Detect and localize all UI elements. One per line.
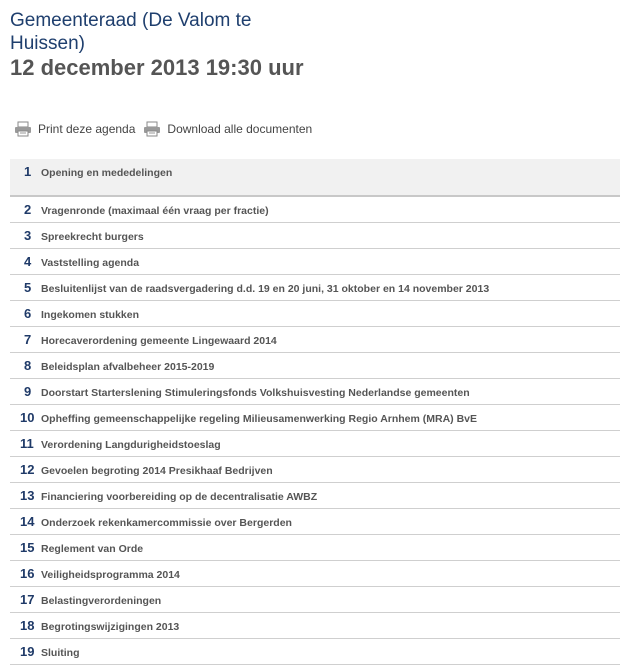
printer-icon xyxy=(143,121,161,137)
item-title: Vaststelling agenda xyxy=(41,257,140,269)
item-title: Belastingverordeningen xyxy=(41,595,162,607)
item-title: Onderzoek rekenkamercommissie over Bergerden xyxy=(41,517,292,529)
meeting-header xyxy=(10,9,310,81)
item-number: 12 xyxy=(20,462,35,477)
agenda-item[interactable] xyxy=(10,159,620,197)
agenda-item[interactable] xyxy=(10,327,620,353)
agenda-item[interactable] xyxy=(10,405,620,431)
item-title: Doorstart Starterslening Stimuleringsfonds Volkshuisvesting Nederlandse gemeenten xyxy=(41,387,470,399)
item-number: 15 xyxy=(20,540,35,555)
item-title: Vragenronde (maximaal één vraag per fractie) xyxy=(41,205,269,217)
agenda-item[interactable] xyxy=(10,457,620,483)
agenda-item[interactable] xyxy=(10,535,620,561)
agenda-actions xyxy=(14,121,320,137)
item-number: 1 xyxy=(24,164,32,179)
meeting-title: Gemeenteraad (De Valom te Huissen) xyxy=(10,10,252,54)
item-title: Ingekomen stukken xyxy=(41,309,140,321)
item-title: Opening en mededelingen xyxy=(41,167,173,179)
agenda-item[interactable] xyxy=(10,613,620,639)
item-number: 3 xyxy=(24,228,32,243)
agenda-item[interactable] xyxy=(10,223,620,249)
item-title: Gevoelen begroting 2014 Presikhaaf Bedrijven xyxy=(41,465,273,477)
download-all-documents-label: Download alle documenten xyxy=(167,122,313,136)
item-number: 19 xyxy=(20,644,35,659)
item-number: 4 xyxy=(24,254,32,269)
item-title: Spreekrecht burgers xyxy=(41,231,144,243)
item-title: Begrotingswijzigingen 2013 xyxy=(41,621,180,633)
agenda-item[interactable] xyxy=(10,431,620,457)
agenda-item[interactable] xyxy=(10,197,620,223)
agenda-item[interactable] xyxy=(10,301,620,327)
agenda-item[interactable] xyxy=(10,587,620,613)
item-title: Beleidsplan afvalbeheer 2015-2019 xyxy=(41,361,215,373)
item-number: 18 xyxy=(20,618,35,633)
agenda-list xyxy=(10,159,620,665)
agenda-item[interactable] xyxy=(10,275,620,301)
agenda-item[interactable] xyxy=(10,509,620,535)
item-number: 11 xyxy=(20,436,34,451)
agenda-item[interactable] xyxy=(10,639,620,665)
meeting-datetime: 12 december 2013 19:30 uur xyxy=(10,55,304,80)
item-title: Financiering voorbereiding op de decentralisatie AWBZ xyxy=(41,491,318,503)
item-number: 16 xyxy=(20,566,35,581)
item-number: 9 xyxy=(24,384,32,399)
item-title: Opheffing gemeenschappelijke regeling Milieusamenwerking Regio Arnhem (MRA) BvE xyxy=(41,413,478,425)
item-number: 2 xyxy=(24,202,32,217)
item-number: 14 xyxy=(20,514,35,529)
item-number: 13 xyxy=(20,488,35,503)
item-number: 5 xyxy=(24,280,32,295)
printer-icon xyxy=(14,121,32,137)
item-number: 17 xyxy=(20,592,35,607)
item-title: Veiligheidsprogramma 2014 xyxy=(41,569,180,581)
download-all-documents-button[interactable] xyxy=(143,121,312,137)
agenda-item[interactable] xyxy=(10,353,620,379)
item-number: 6 xyxy=(24,306,32,321)
agenda-item[interactable] xyxy=(10,561,620,587)
item-number: 10 xyxy=(20,410,35,425)
agenda-item[interactable] xyxy=(10,483,620,509)
print-agenda-label: Print deze agenda xyxy=(38,122,136,136)
print-agenda-button[interactable] xyxy=(14,121,135,137)
item-title: Horecaverordening gemeente Lingewaard 2014 xyxy=(41,335,277,347)
item-title: Sluiting xyxy=(41,647,80,659)
agenda-item[interactable] xyxy=(10,249,620,275)
item-number: 7 xyxy=(24,332,32,347)
item-title: Reglement van Orde xyxy=(41,543,144,555)
item-number: 8 xyxy=(24,358,32,373)
item-title: Verordening Langdurigheidstoeslag xyxy=(41,439,221,451)
agenda-item[interactable] xyxy=(10,379,620,405)
item-title: Besluitenlijst van de raadsvergadering d.d. 19 en 20 juni, 31 oktober en 14 november 2013 xyxy=(41,283,490,295)
